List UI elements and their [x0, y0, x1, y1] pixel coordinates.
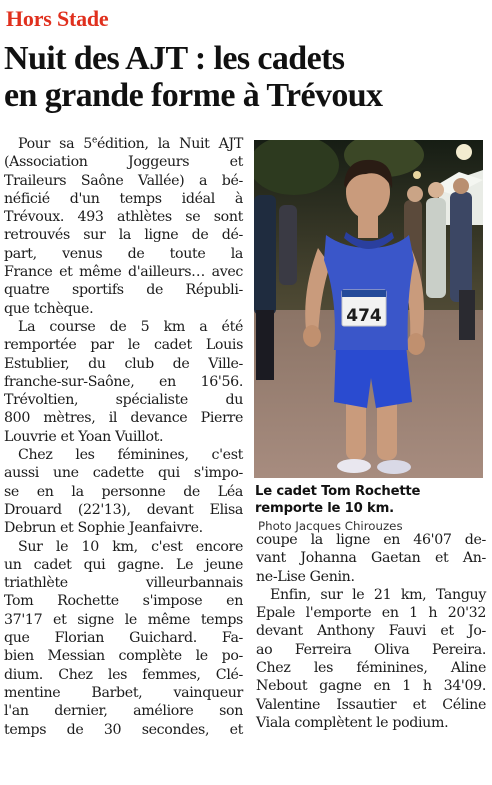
text-line: triathlète villeurbannais [4, 575, 243, 592]
text-line: franche-sur-Saône, en 16'56. [4, 373, 243, 390]
caption-line: remporte le 10 km. [255, 501, 394, 516]
text-line: Sur le 10 km, c'est encore [18, 538, 243, 555]
text-line: que Florian Guichard. Fa- [4, 630, 243, 647]
text-line: un cadet qui gagne. Le jeune [4, 556, 243, 573]
text-line: Trévoltien, spécialiste du [4, 392, 243, 409]
text-line: Enfin, sur le 21 km, Tanguy [270, 586, 486, 603]
text-line: Viala complètent le podium. [256, 714, 449, 731]
text-line: 800 mètres, il devance Pierre [4, 410, 243, 427]
text-line: Chez les féminines, c'est [18, 447, 243, 464]
text-line: France et même d'ailleurs… avec [4, 264, 243, 281]
text-line: Trévoux. 493 athlètes se sont [4, 209, 243, 226]
text-line: Drouard (22'13), devant Elisa [4, 501, 243, 518]
text-line: se en la personne de Léa [4, 483, 243, 500]
text-line: Estublier, du club de Ville- [4, 355, 243, 372]
headline-line: Nuit des AJT : les cadets [4, 40, 345, 77]
text-line: (Association Joggeurs et [4, 154, 243, 171]
text-line: Valentine Issautier et Céline [256, 696, 486, 713]
text-line: ne-Lise Genin. [256, 568, 355, 585]
article-body-right [256, 531, 486, 732]
text-line: Nebout gagne en 1 h 34'09. [256, 678, 486, 695]
photo-credit: Photo Jacques Chirouzes [258, 519, 403, 533]
text-line: devant Anthony Fauvi et Jo- [256, 623, 486, 640]
text-line: remportée par le cadet Louis [4, 337, 243, 354]
runner-photo [254, 140, 483, 478]
text-line: ao Ferreira Oliva Pereira. [256, 641, 486, 658]
text-line: part, venus de toute la [4, 245, 243, 262]
text-line: temps de 30 secondes, et [4, 721, 243, 738]
text-line: l'an dernier, améliore son [4, 703, 243, 720]
text-line: quatre sportifs de Républi- [4, 282, 243, 299]
text-line: vant Johanna Gaetan et An- [256, 550, 486, 567]
text-line: retrouvés sur la ligne de dé- [4, 227, 243, 244]
text-line: bien Messian complète le po- [4, 648, 243, 665]
text-line: coupe la ligne en 46'07 de- [256, 532, 486, 548]
article-body-left [4, 135, 243, 739]
text-line: dium. Chez les femmes, Clé- [4, 666, 243, 683]
bib-number: 474 [346, 306, 382, 326]
text-line: Pour sa 5eédition, la Nuit AJT [18, 135, 243, 152]
text-line: mentine Barbet, vainqueur [4, 684, 243, 701]
photo-caption [255, 483, 487, 517]
text-line: Chez les féminines, Aline [256, 660, 486, 677]
text-line: néficié d'un temps idéal à [4, 190, 243, 207]
text-line: Epale l'emporte en 1 h 20'32 [256, 605, 486, 622]
text-line: 37'17 et signe le même temps [4, 611, 243, 628]
headline [4, 40, 490, 114]
text-line: aussi une cadette qui s'impo- [4, 465, 243, 482]
caption-line: Le cadet Tom Rochette [255, 484, 421, 499]
text-line: Traileurs Saône Vallée) a bé- [4, 172, 243, 189]
text-line: La course de 5 km a été [18, 318, 243, 335]
text-line: Debrun et Sophie Jeanfaivre. [4, 520, 203, 537]
text-line: Tom Rochette s'impose en [4, 593, 243, 610]
headline-line: en grande forme à Trévoux [4, 77, 383, 114]
section-rubric: Hors Stade [6, 6, 109, 31]
text-line: que tchèque. [4, 300, 94, 317]
text-line: Louvrie et Yoan Vuillot. [4, 428, 164, 445]
